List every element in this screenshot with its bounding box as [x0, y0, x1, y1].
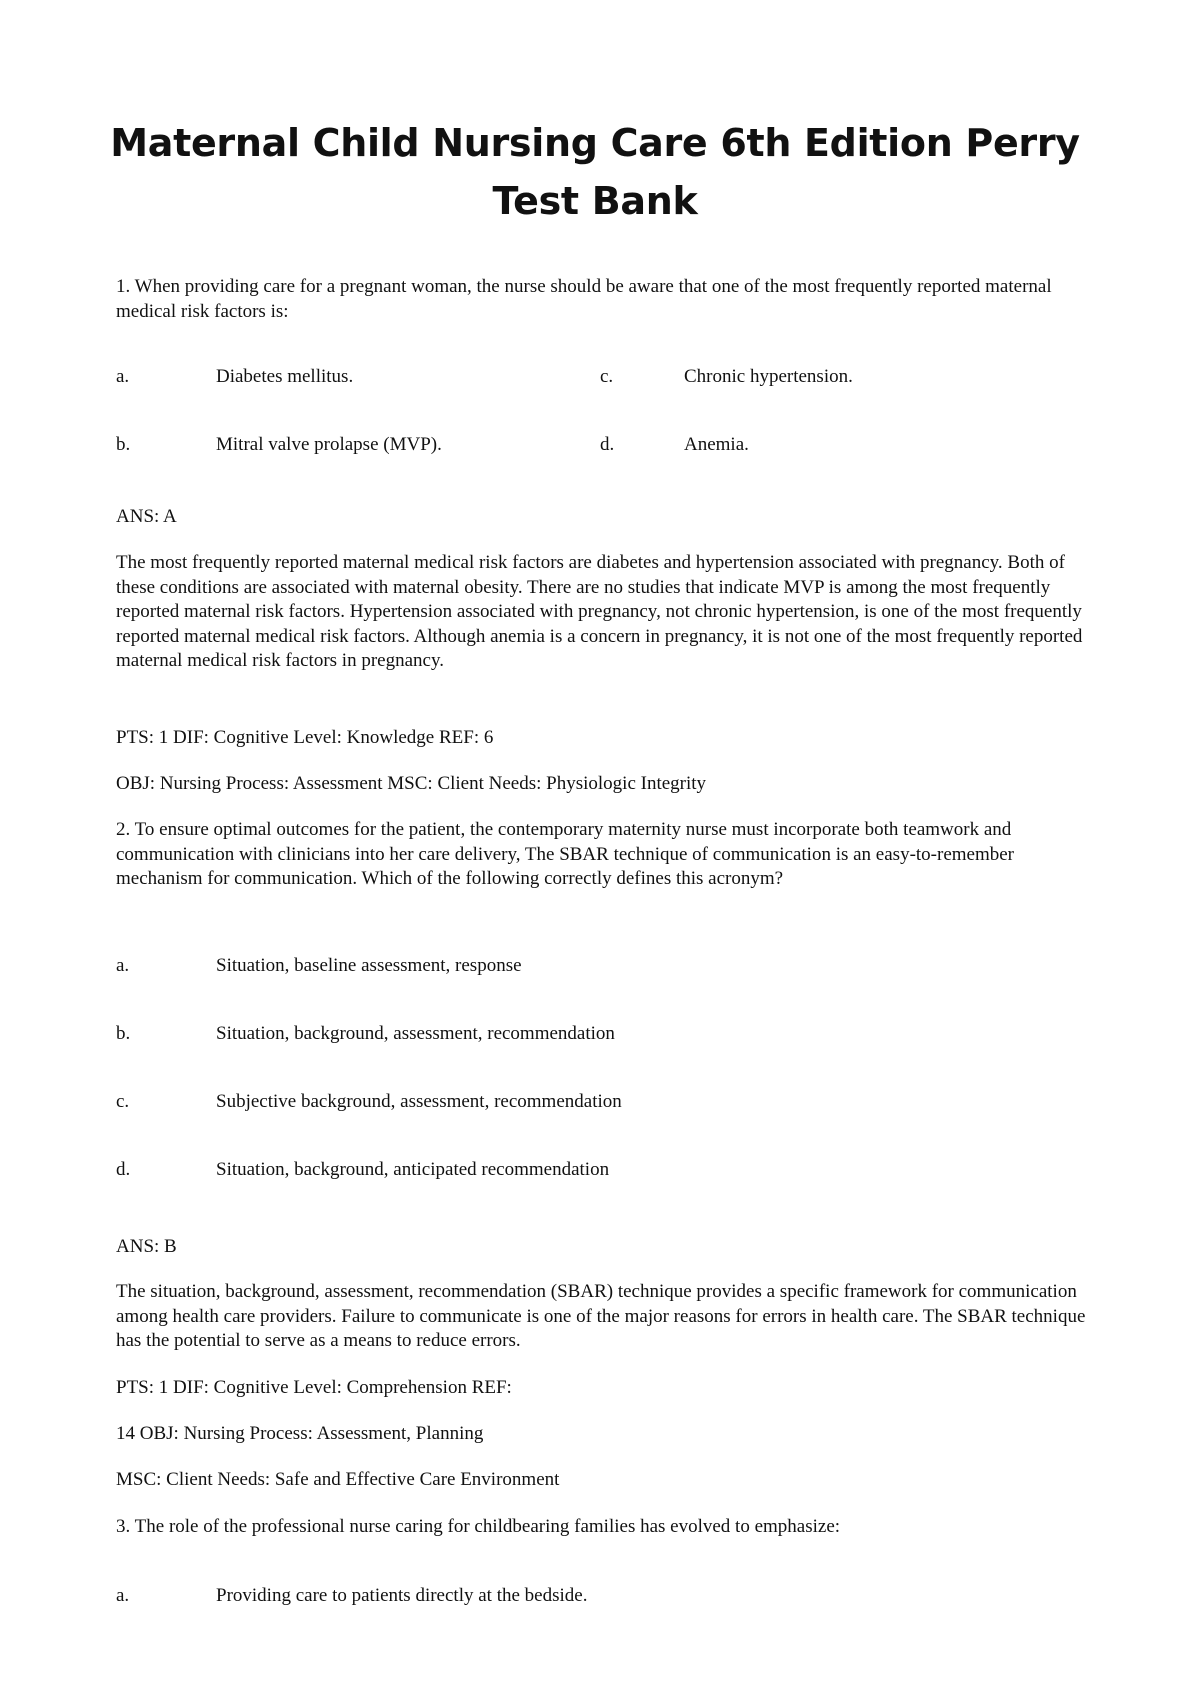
q2-option-d-letter: d.	[116, 1159, 131, 1180]
q2-option-c-letter: c.	[116, 1091, 130, 1112]
q1-option-b-letter: b.	[116, 434, 131, 455]
q1-rationale: The most frequently reported maternal medical risk factors are diabetes and hypertension associated with pregnancy. Both of these conditions are associated with maternal obesity. There are no studies that indicate MVP is among the most frequently reported maternal risk factors. Hypertension associated with pregnancy, not chronic hypertension, is one of the most frequently reported maternal medical risk factors. Although anemia is a concern in pregnancy, it is not one of the most frequently reported maternal medical risk factors in pregnancy.	[116, 552, 1083, 671]
q2-pts: PTS: 1 DIF: Cognitive Level: Comprehension REF:	[116, 1377, 512, 1398]
q1-obj: OBJ: Nursing Process: Assessment MSC: Client Needs: Physiologic Integrity	[116, 773, 707, 794]
q1-option-d-letter: d.	[600, 434, 615, 455]
q2-option-c-text: Subjective background, assessment, recommendation	[216, 1091, 622, 1112]
q2-option-a-text: Situation, baseline assessment, response	[216, 955, 522, 976]
q2-rationale: The situation, background, assessment, recommendation (SBAR) technique provides a specific framework for communication among health care providers. Failure to communicate is one of the major reasons for errors in health care. The SBAR technique has the potential to serve as a means to reduce errors.	[116, 1281, 1086, 1351]
q1-answer: ANS: A	[116, 506, 177, 527]
question-1-stem: 1. When providing care for a pregnant woman, the nurse should be aware that one of the most frequently reported maternal medical risk factors is:	[116, 276, 1052, 322]
q1-option-a-text: Diabetes mellitus.	[216, 366, 354, 387]
q1-option-a-letter: a.	[116, 366, 130, 387]
q2-msc: MSC: Client Needs: Safe and Effective Care Environment	[116, 1469, 560, 1490]
q2-option-b-letter: b.	[116, 1023, 131, 1044]
q2-option-b-text: Situation, background, assessment, recommendation	[216, 1023, 615, 1044]
q1-option-b-text: Mitral valve prolapse (MVP).	[216, 434, 442, 455]
q2-option-a-letter: a.	[116, 955, 130, 976]
q2-answer: ANS: B	[116, 1236, 177, 1257]
q3-option-a-letter: a.	[116, 1585, 130, 1606]
q1-option-d-text: Anemia.	[684, 434, 749, 455]
question-3-stem: 3. The role of the professional nurse caring for childbearing families has evolved to emphasize:	[116, 1516, 841, 1537]
q3-option-a-text: Providing care to patients directly at the bedside.	[216, 1585, 588, 1606]
question-2-stem: 2. To ensure optimal outcomes for the patient, the contemporary maternity nurse must incorporate both teamwork and communication with clinicians into her care delivery, The SBAR technique of communication is an easy-to-remember mechanism for communication. Which of the following correctly defines this acronym?	[116, 819, 1015, 889]
q1-option-c-letter: c.	[600, 366, 614, 387]
document-title: Maternal Child Nursing Care 6th Edition Perry Test Bank	[110, 121, 1080, 223]
q2-obj: 14 OBJ: Nursing Process: Assessment, Planning	[116, 1423, 484, 1444]
q1-option-c-text: Chronic hypertension.	[684, 366, 853, 387]
q1-pts: PTS: 1 DIF: Cognitive Level: Knowledge REF: 6	[116, 727, 494, 748]
q2-option-d-text: Situation, background, anticipated recommendation	[216, 1159, 610, 1180]
